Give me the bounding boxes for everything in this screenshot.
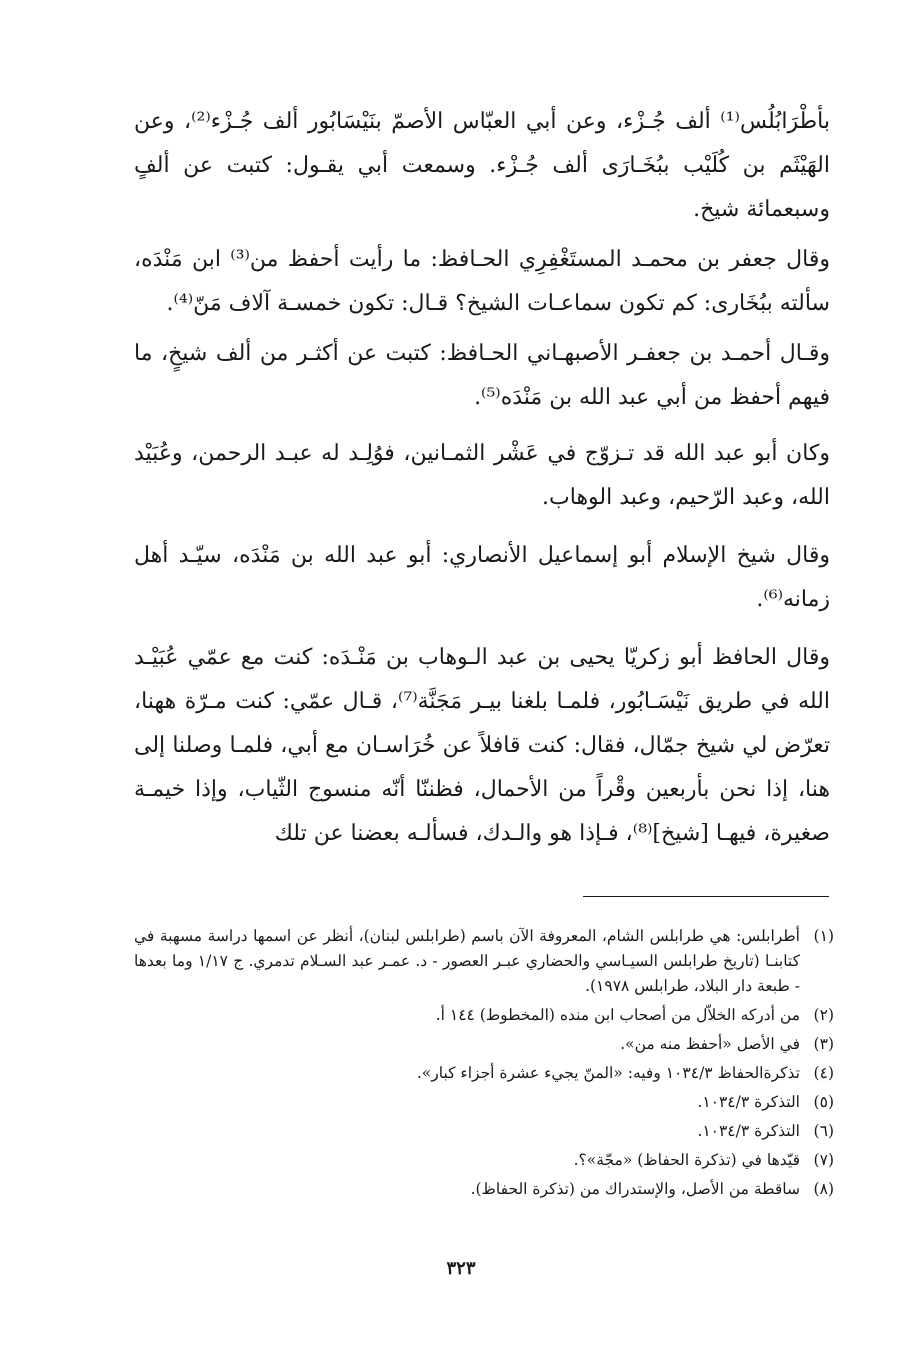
paragraph: وقـال أحمـد بن جعفـر الأصبهـاني الحـافظ: كتبت عن أكثـر من ألف شيخٍ، ما فيهم أحفظ من أبي عبد الله بن مَنْدَه⁽⁵⁾. — [134, 341, 830, 410]
footnote-text: من أدركه الخلاّل من أصحاب ابن منده (المخطوط) ١٤٤ أ. — [435, 1006, 800, 1024]
paragraph: وكان أبو عبد الله قد تـزوّج في عَشْر الثمـانين، فوُلِـد له عبـد الرحمن، وعُبَيْد الله، وعبد الرّحيم، وعبد الوهاب. — [134, 441, 830, 510]
footnote — [134, 1003, 834, 1028]
footnote-number: (١) — [813, 927, 834, 945]
footnote — [134, 1177, 834, 1202]
footnote — [134, 1119, 834, 1144]
footnote-number: (٢) — [813, 1006, 834, 1024]
page-number: ٣٢٣ — [446, 1258, 476, 1279]
footnote-number: (٨) — [813, 1180, 834, 1198]
footnote-text: التذكرة ١٠٣٤/٣. — [697, 1122, 800, 1140]
main-text — [134, 100, 830, 864]
paragraph: بأطْرَابُلُس⁽¹⁾ ألف جُـزْء، وعن أبي العبّاس الأصمّ بنَيْسَابُور ألف جُـزْء⁽²⁾، وعن الهَيْثَم بن كُلَيْب ببُخَـارَى ألف جُـزْء. وسمعت أبي يقـول: كتبت عن ألفٍ وسبعمائة شيخ. — [134, 109, 830, 222]
footnote-text: قيّدها في (تذكرة الحفاظ) «مجّة»؟. — [573, 1151, 800, 1169]
paragraph: وقال الحافظ أبو زكريّا يحيى بن عبد الـوهاب بن مَنْـدَه: كنت مع عمّي عُبَيْـد الله في طريق نَيْسَـابُور، فلمـا بلغنا بيـر مَجَنَّة⁽⁷⁾، قـال عمّي: كنت مـرّة ههنا، تعرّض لي شيخ جمّال، فقال: كنت قافلاً عن خُرَاسـان مع أبي، فلمـا وصلنا إلى هنا، إذا نحن بأربعين وقْراً من الأحمال، فظننّا أنّه منسوج الثّياب، وإذا خيمـة صغيرة، فيهـا [شيخ]⁽⁸⁾، فـإذا هو والـدك، فسألـه بعضنا عن تلك — [134, 645, 831, 846]
footnote-text: في الأصل «أحفظ منه من». — [620, 1035, 800, 1053]
footnote — [134, 1032, 834, 1057]
footnote-number: (٤) — [813, 1064, 834, 1082]
footnote — [134, 1061, 834, 1086]
footnote-text: تذكرةالحفاظ ١٠٣٤/٣ وفيه: «المنّ يجيء عشرة أجزاء كبار». — [416, 1064, 800, 1082]
footnote-text: أطرابلس: هي طرابلس الشام، المعروفة الآن باسم (طرابلس لبنان)، أنظر عن اسمها دراسة مسهبة في كتابنـا (تاريخ طرابلس السيـاسي والحضاري عبـر العصور - د. عمـر عبد السـلام تدمري. ج ١/١٧ وما بعدها - طبعة دار البلاد، طرابلس ١٩٧٨). — [134, 927, 800, 995]
footnote-number: (٣) — [813, 1035, 834, 1053]
footnote-separator — [583, 896, 829, 897]
footnote-text: ساقطة من الأصل، والإستدراك من (تذكرة الحفاظ). — [470, 1180, 800, 1198]
footnotes — [134, 924, 834, 1206]
footnote — [134, 924, 834, 999]
footnote-number: (٥) — [813, 1093, 834, 1111]
footnote — [134, 1148, 834, 1173]
footnote — [134, 1090, 834, 1115]
footnote-number: (٧) — [813, 1151, 834, 1169]
paragraph: وقال جعفر بن محمـد المستَغْفِرِي الحـافظ: ما رأيت أحفظ من⁽³⁾ ابن مَنْدَه، سألته ببُخَارى: كم تكون سماعـات الشيخ؟ قـال: تكون خمسـة آلاف مَنّ⁽⁴⁾. — [134, 247, 830, 316]
paragraph: وقال شيخ الإسلام أبو إسماعيل الأنصاري: أبو عبد الله بن مَنْدَه، سيّـد أهل زمانه⁽⁶⁾. — [134, 543, 830, 612]
footnote-text: التذكرة ١٠٣٤/٣. — [697, 1093, 800, 1111]
footnote-number: (٦) — [813, 1122, 834, 1140]
